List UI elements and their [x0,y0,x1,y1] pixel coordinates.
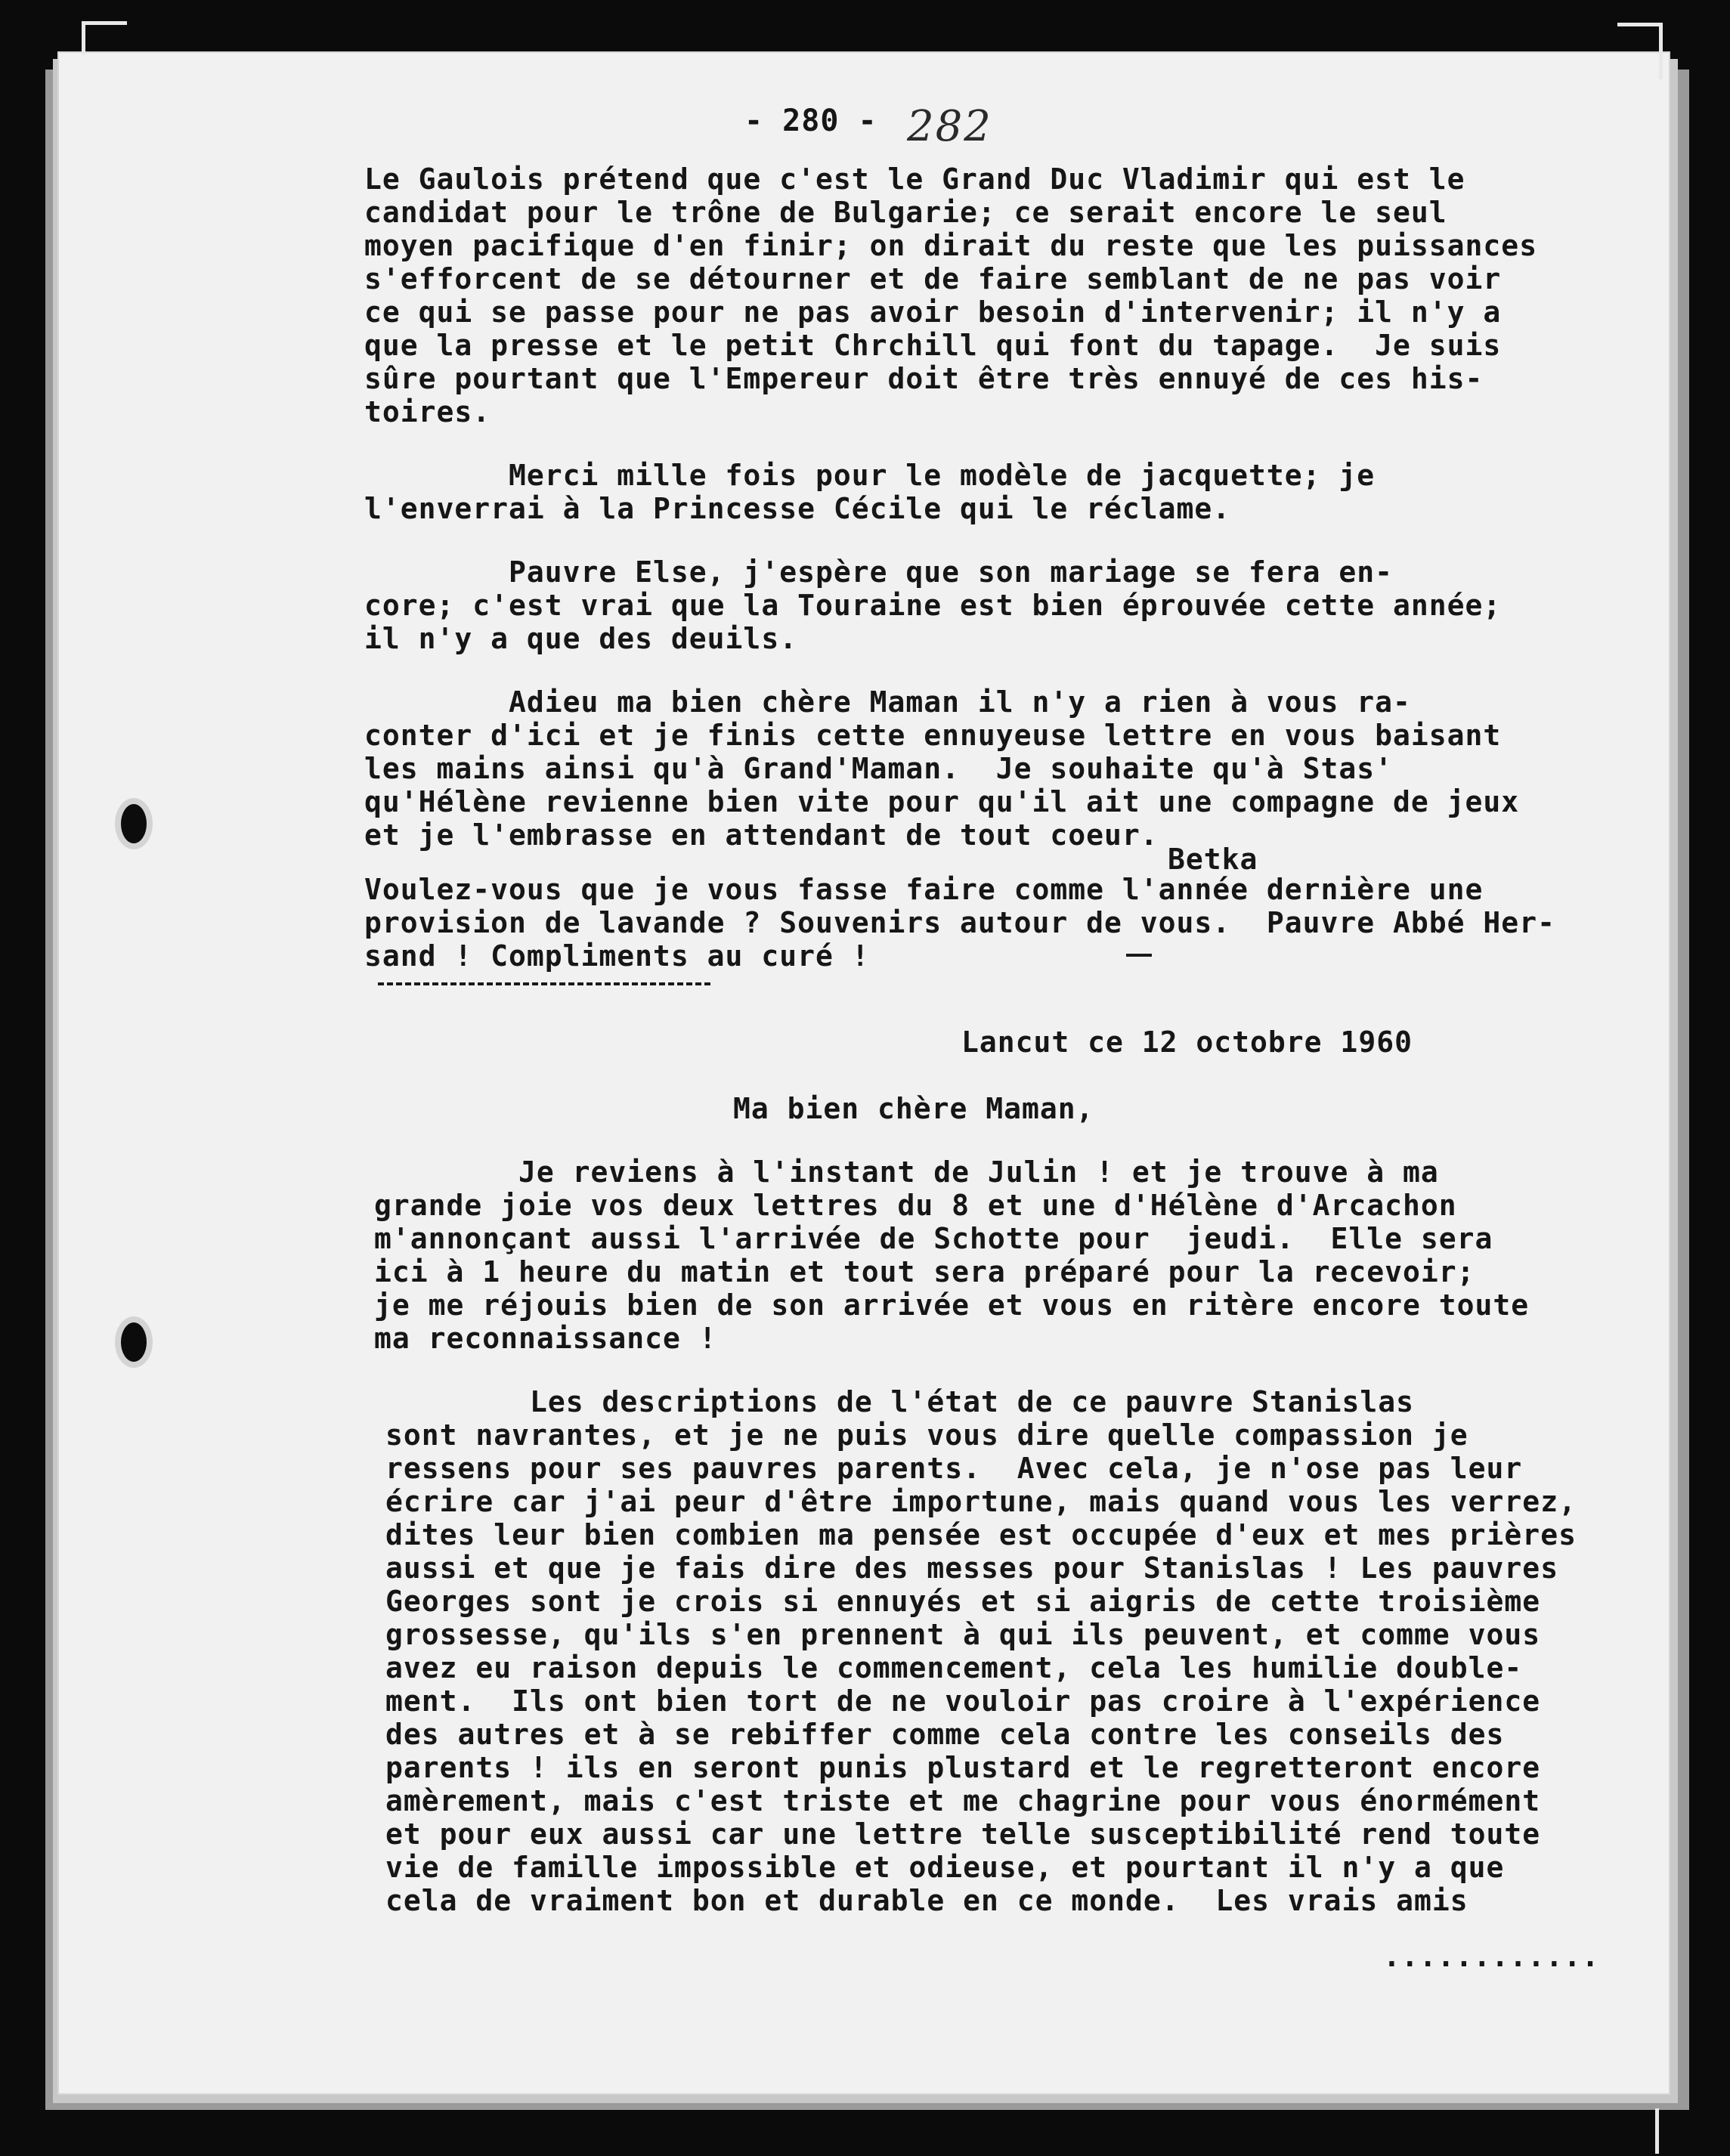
letter1-p2-line2: l'enverrai à la Princesse Cécile qui le réclame. [364,492,1231,525]
letter1-p1-line5: ce qui se passe pour ne pas avoir besoin d'intervenir; il n'y a [364,295,1502,329]
continuation-dots: ............ [1383,1940,1600,1973]
letter1-p1-line4: s'efforcent de se détourner et de faire semblant de ne pas voir [364,262,1502,295]
letter2-p2-line12: parents ! ils en seront punis plustard et le regretteront encore [385,1751,1541,1784]
letter2-p1-line6: ma reconnaissance ! [374,1322,717,1355]
letter1-p1-line6: que la presse et le petit Chrchill qui font du tapage. Je suis [364,329,1502,362]
letter2-p2-line8: grossesse, qu'ils s'en prennent à qui ils peuvent, et comme vous [385,1618,1541,1651]
letter1-p2-line1: Merci mille fois pour le modèle de jacquette; je [364,459,1376,492]
letter2-p1-line5: je me réjouis bien de son arrivée et vous en ritère encore toute [374,1288,1530,1322]
letter2-p2-line13: amèrement, mais c'est triste et me chagrine pour vous énormément [385,1784,1541,1817]
letter2-p2-line4: écrire car j'ai peur d'être importune, mais quand vous les verrez, [385,1485,1577,1518]
letter2-p1-line4: ici à 1 heure du matin et tout sera préparé pour la recevoir; [374,1255,1475,1288]
letter1-p4-line1: Adieu ma bien chère Maman il n'y a rien à vous ra- [364,685,1411,719]
letter2-dateline: Lancut ce 12 octobre 1960 [961,1025,1413,1059]
letter1-p4-line5: et je l'embrasse en attendant de tout coeur. [364,818,1159,852]
letter2-p2-line15: vie de famille impossible et odieuse, et pourtant il n'y a que [385,1851,1505,1884]
letter1-p1-line7: sûre pourtant que l'Empereur doit être très ennuyé de ces his- [364,362,1484,395]
dash-mark [1126,954,1152,957]
letter1-p4-line2: conter d'ici et je finis cette ennuyeuse lettre en vous baisant [364,719,1502,752]
letter2-p2-line6: aussi et que je fais dire des messes pour Stanislas ! Les pauvres [385,1551,1559,1585]
letter2-p2-line3: ressens pour ses pauvres parents. Avec cela, je n'ose pas leur [385,1452,1523,1485]
letter1-signature: Betka [1168,843,1258,876]
letter1-p1-line8: toires. [364,395,491,428]
letter-separator-rule [378,982,710,991]
letter2-p2-line16: cela de vraiment bon et durable en ce monde. Les vrais amis [385,1884,1468,1917]
letter2-p1-line2: grande joie vos deux lettres du 8 et une d'Hélène d'Arcachon [374,1189,1457,1222]
letter2-p2-line5: dites leur bien combien ma pensée est occupée d'eux et mes prières [385,1518,1577,1551]
page-number: - 280 - [744,104,877,138]
letter2-p2-line10: ment. Ils ont bien tort de ne vouloir pas croire à l'expérience [385,1684,1541,1718]
letter2-salutation: Ma bien chère Maman, [733,1092,1094,1125]
handwritten-page-number: 282 [907,102,992,151]
letter2-p2-line2: sont navrantes, et je ne puis vous dire quelle compassion je [385,1418,1468,1452]
letter1-p3-line3: il n'y a que des deuils. [364,622,798,655]
letter1-p4-line4: qu'Hélène revienne bien vite pour qu'il ait une compagne de jeux [364,785,1520,818]
letter1-postscript-line1: Voulez-vous que je vous fasse faire comme l'année dernière une [364,873,1484,906]
letter2-p2-line1: Les descriptions de l'état de ce pauvre Stanislas [385,1385,1415,1418]
letter1-p3-line1: Pauvre Else, j'espère que son mariage se fera en- [364,555,1394,589]
letter1-p1-line1: Le Gaulois prétend que c'est le Grand Duc Vladimir qui est le [364,162,1465,196]
letter1-p1-line3: moyen pacifique d'en finir; on dirait du reste que les puissances [364,229,1538,262]
letter2-p1-line1: Je reviens à l'instant de Julin ! et je trouve à ma [374,1155,1439,1189]
letter1-p4-line3: les mains ainsi qu'à Grand'Maman. Je souhaite qu'à Stas' [364,752,1394,785]
letter1-postscript-line2: provision de lavande ? Souvenirs autour de vous. Pauvre Abbé Her- [364,906,1555,939]
letter2-p2-line9: avez eu raison depuis le commencement, cela les humilie double- [385,1651,1523,1684]
letter2-p2-line11: des autres et à se rebiffer comme cela contre les conseils des [385,1718,1505,1751]
letter2-p2-line14: et pour eux aussi car une lettre telle susceptibilité rend toute [385,1817,1541,1851]
letter2-p2-line7: Georges sont je crois si ennuyés et si aigris de cette troisième [385,1585,1541,1618]
letter2-p1-line3: m'annonçant aussi l'arrivée de Schotte pour jeudi. Elle sera [374,1222,1493,1255]
letter1-p3-line2: core; c'est vrai que la Touraine est bien éprouvée cette année; [364,589,1502,622]
letter1-p1-line2: candidat pour le trône de Bulgarie; ce serait encore le seul [364,196,1447,229]
letter1-postscript-line3: sand ! Compliments au curé ! [364,939,870,973]
